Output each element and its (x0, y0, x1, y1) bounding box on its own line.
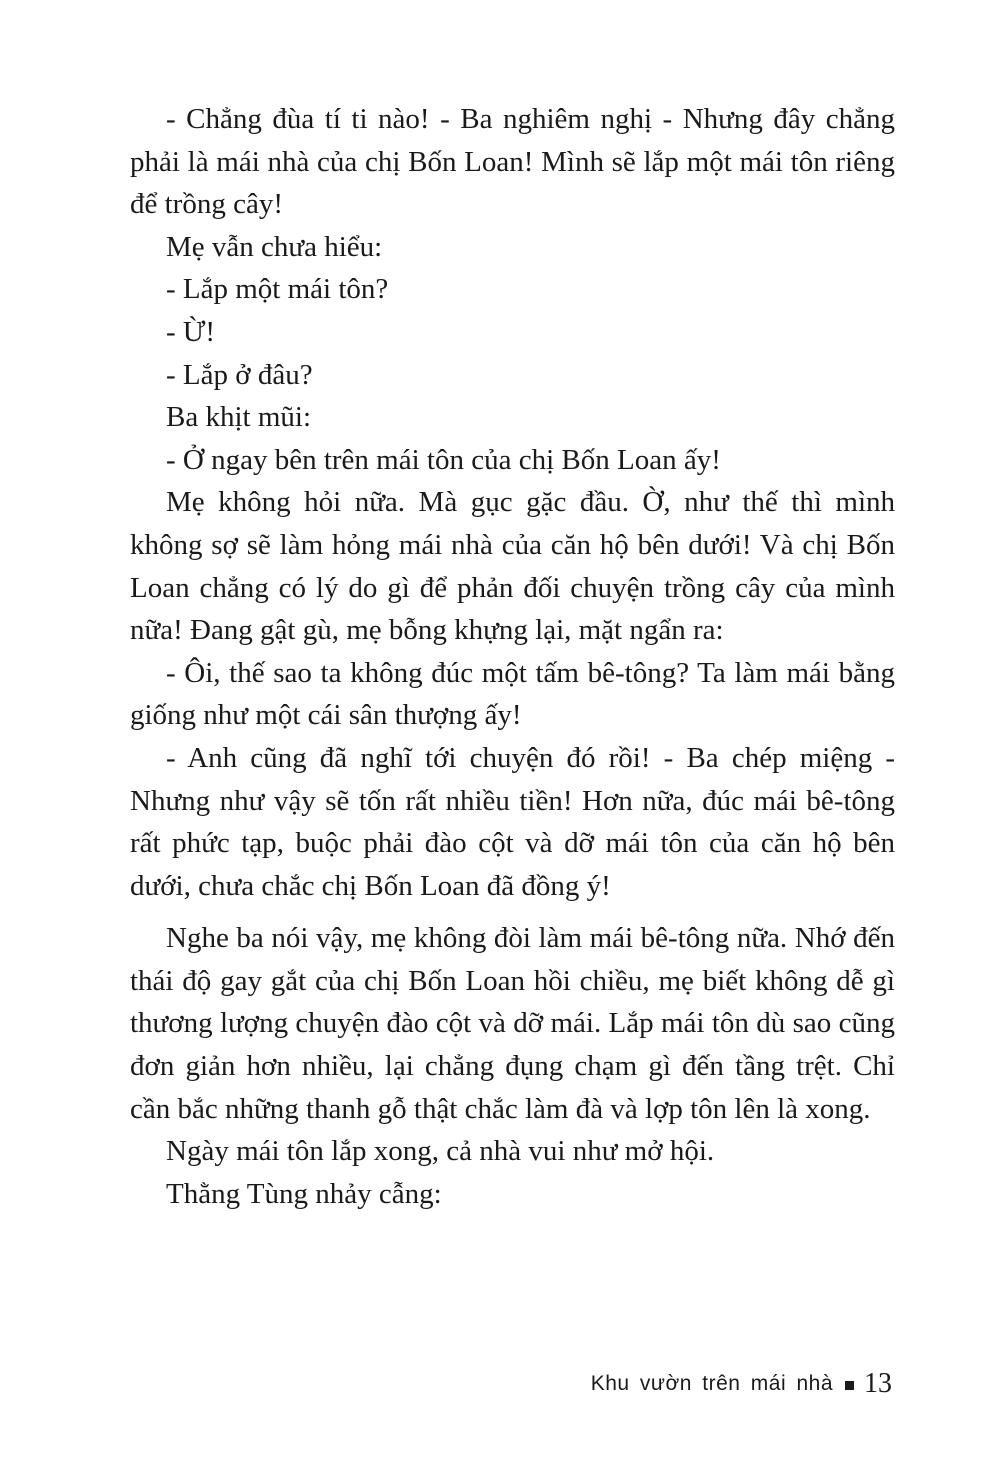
paragraph-2: Mẹ vẫn chưa hiểu: (166, 230, 383, 263)
paragraph-1: - Chẳng đùa tí ti nào! - Ba nghiêm nghị - Nhưng đây chẳng phải là mái nhà của chị Bốn Loan! Mình sẽ lắp một mái tôn riêng để trồng cây! (130, 103, 895, 221)
paragraph-9: - Ôi, thế sao ta không đúc một tấm bê-tông? Ta làm mái bằng giống như một cái sân thượng ấy! (130, 656, 895, 732)
paragraph-4: - Ừ! (166, 315, 216, 348)
body-text (130, 98, 895, 1215)
paragraph-7: - Ở ngay bên trên mái tôn của chị Bốn Loan ấy! (166, 443, 721, 476)
paragraph-6: Ba khịt mũi: (166, 401, 311, 434)
page-number: 13 (864, 1368, 892, 1399)
paragraph-8: Mẹ không hỏi nữa. Mà gục gặc đầu. Ờ, như thế thì mình không sợ sẽ làm hỏng mái nhà của căn hộ bên dưới! Và chị Bốn Loan chẳng có lý do gì để phản đối chuyện trồng cây của mình nữa! Đang gật gù, mẹ bỗng khựng lại, mặt ngẩn ra: (130, 486, 895, 647)
paragraph-11: Nghe ba nói vậy, mẹ không đòi làm mái bê-tông nữa. Nhớ đến thái độ gay gắt của chị Bốn Loan hồi chiều, mẹ biết không dễ gì thương lượng chuyện đào cột và dỡ mái. Lắp mái tôn dù sao cũng đơn giản hơn nhiều, lại chẳng đụng chạm gì đến tầng trệt. Chỉ cần bắc những thanh gỗ thật chắc làm đà và lợp tôn lên là xong. (130, 922, 895, 1125)
paragraph-10: - Anh cũng đã nghĩ tới chuyện đó rồi! - Ba chép miệng - Nhưng như vậy sẽ tốn rất nhiều tiền! Hơn nữa, đúc mái bê-tông rất phức tạp, buộc phải đào cột và dỡ mái tôn của căn hộ bên dưới, chưa chắc chị Bốn Loan đã đồng ý! (130, 741, 895, 902)
paragraph-13: Thằng Tùng nhảy cẫng: (166, 1177, 442, 1210)
running-title: Khu vườn trên mái nhà (590, 1372, 833, 1395)
paragraph-12: Ngày mái tôn lắp xong, cả nhà vui như mở hội. (166, 1135, 715, 1168)
square-bullet-icon (845, 1381, 854, 1390)
paragraph-3: - Lắp một mái tôn? (166, 273, 389, 306)
paragraph-5: - Lắp ở đâu? (166, 358, 313, 391)
page-footer (591, 1368, 892, 1400)
